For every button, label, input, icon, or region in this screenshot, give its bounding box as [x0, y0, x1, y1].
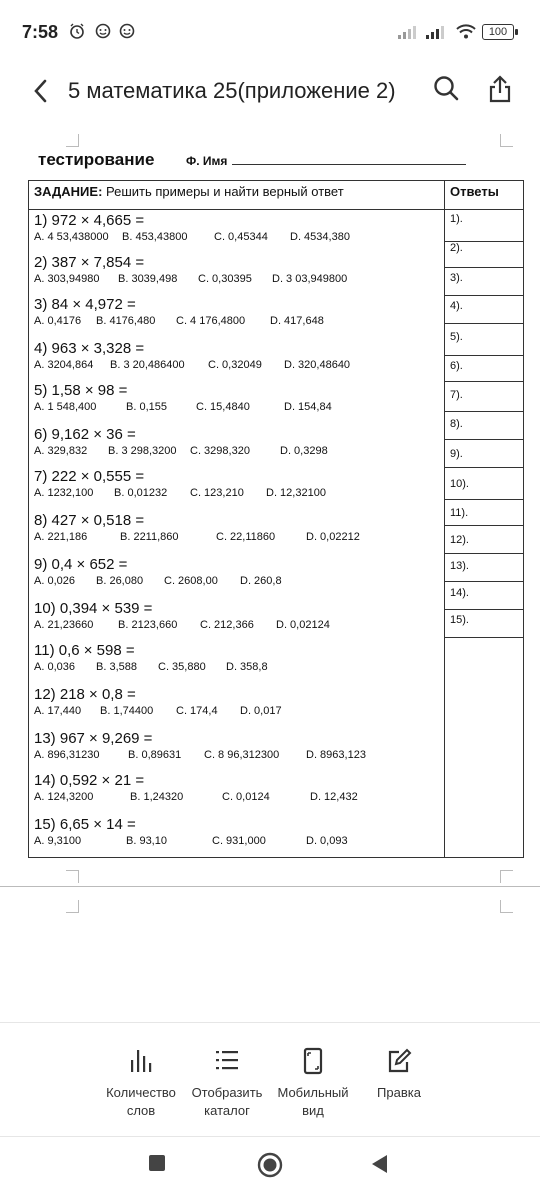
answers-header: Ответы	[450, 184, 499, 199]
answer-number: 3).	[450, 272, 463, 284]
answer-cell-line	[445, 525, 524, 526]
answer-number: 14).	[450, 587, 469, 599]
option-a: A. 21,23660	[34, 619, 94, 631]
status-bar	[0, 0, 540, 62]
wifi-icon	[456, 24, 476, 44]
page-corner-mark	[66, 870, 79, 883]
document-heading: тестирование	[38, 150, 155, 169]
table-header-line	[28, 209, 524, 210]
option-a: A. 9,3100	[34, 835, 82, 847]
answer-cell-line	[445, 637, 524, 638]
answer-number: 8).	[450, 418, 463, 430]
option-a: A. 896,31230	[34, 749, 100, 761]
question-text: 10) 0,394 × 539 =	[34, 600, 153, 617]
list-icon	[182, 1046, 272, 1078]
option-c: C. 212,366	[200, 619, 254, 631]
answer-number: 10).	[450, 478, 469, 490]
triangle-back-icon	[370, 1154, 388, 1174]
option-a: A. 1232,100	[34, 487, 94, 499]
square-icon	[148, 1154, 166, 1172]
option-c: C. 8 96,312300	[204, 749, 280, 761]
option-c: C. 35,880	[158, 661, 206, 673]
question-text: 2) 387 × 7,854 =	[34, 254, 145, 271]
option-d: D. 358,8	[226, 661, 268, 673]
name-underline	[232, 164, 466, 165]
answer-cell-line	[445, 323, 524, 324]
option-a: A. 0,4176	[34, 315, 82, 327]
answer-number: 15).	[450, 614, 469, 626]
option-a: A. 303,94980	[34, 273, 100, 285]
signal-icon	[398, 24, 420, 44]
option-d: D. 12,432	[310, 791, 358, 803]
search-button[interactable]	[432, 74, 460, 107]
answer-cell-line	[445, 411, 524, 412]
option-c: C. 4 176,4800	[176, 315, 246, 327]
answer-cell-line	[445, 355, 524, 356]
question-text: 3) 84 × 4,972 =	[34, 296, 136, 313]
option-c: C. 0,45344	[214, 231, 268, 243]
answer-number: 7).	[450, 389, 463, 401]
option-a: A. 329,832	[34, 445, 88, 457]
option-c: C. 174,4	[176, 705, 218, 717]
app-notification-icon	[94, 22, 112, 45]
alarm-icon	[68, 22, 86, 45]
edit-icon	[354, 1046, 444, 1078]
option-a: A. 0,036	[34, 661, 75, 673]
edit-button[interactable]: Правка	[354, 1046, 444, 1102]
page-corner-mark	[500, 870, 513, 883]
option-a: A. 124,3200	[34, 791, 94, 803]
option-d: D. 3 03,949800	[272, 273, 348, 285]
option-d: D. 0,3298	[280, 445, 328, 457]
battery-indicator: 100	[482, 24, 514, 40]
home-button[interactable]	[257, 1152, 283, 1183]
question-text: 11) 0,6 × 598 =	[34, 642, 135, 659]
bar-chart-icon	[96, 1046, 186, 1078]
option-b: B. 453,43800	[122, 231, 188, 243]
option-b: B. 0,01232	[114, 487, 168, 499]
option-b: B. 0,155	[126, 401, 167, 413]
page-corner-mark	[66, 134, 79, 147]
option-b: B. 3039,498	[118, 273, 178, 285]
option-d: D. 12,32100	[266, 487, 326, 499]
word-count-button[interactable]: Количество слов	[96, 1046, 186, 1120]
chevron-left-icon	[32, 78, 48, 104]
option-c: C. 22,11860	[216, 531, 276, 543]
option-b: B. 93,10	[126, 835, 167, 847]
question-text: 6) 9,162 × 36 =	[34, 426, 136, 443]
option-b: B. 1,74400	[100, 705, 154, 717]
question-text: 15) 6,65 × 14 =	[34, 816, 136, 833]
option-c: C. 3298,320	[190, 445, 250, 457]
question-text: 4) 963 × 3,328 =	[34, 340, 145, 357]
option-d: D. 154,84	[284, 401, 332, 413]
option-c: C. 2608,00	[164, 575, 218, 587]
share-icon	[486, 74, 514, 104]
option-a: A. 4 53,438000	[34, 231, 109, 243]
answer-cell-line	[445, 467, 524, 468]
show-catalog-button[interactable]: Отобразить каталог	[182, 1046, 272, 1120]
answer-cell-line	[445, 267, 524, 268]
option-a: A. 221,186	[34, 531, 88, 543]
option-b: B. 1,24320	[130, 791, 184, 803]
answer-cell-line	[445, 295, 524, 296]
option-b: B. 2123,660	[118, 619, 178, 631]
answer-number: 13).	[450, 560, 469, 572]
option-b: B. 2211,860	[120, 531, 179, 543]
recent-apps-button[interactable]	[148, 1154, 166, 1177]
question-text: 8) 427 × 0,518 =	[34, 512, 145, 529]
answer-number: 4).	[450, 300, 463, 312]
mobile-view-button[interactable]: Мобильный вид	[268, 1046, 358, 1120]
answer-cell-line	[445, 439, 524, 440]
option-c: C. 0,0124	[222, 791, 270, 803]
option-d: D. 8963,123	[306, 749, 366, 761]
answer-cell-line	[445, 499, 524, 500]
question-text: 14) 0,592 × 21 =	[34, 772, 145, 789]
option-b: B. 3,588	[96, 661, 137, 673]
option-d: D. 320,48640	[284, 359, 351, 371]
option-d: D. 417,648	[270, 315, 324, 327]
answer-number: 9).	[450, 448, 463, 460]
signal-icon-2	[426, 24, 448, 44]
page-separator	[0, 886, 540, 887]
answer-number: 2).	[450, 242, 463, 254]
option-a: A. 1 548,400	[34, 401, 97, 413]
question-text: 7) 222 × 0,555 =	[34, 468, 145, 485]
nav-separator	[0, 1136, 540, 1137]
question-text: 13) 967 × 9,269 =	[34, 730, 153, 747]
option-b: B. 26,080	[96, 575, 144, 587]
answer-number: 6).	[450, 360, 463, 372]
answer-number: 11).	[450, 507, 469, 519]
question-text: 5) 1,58 × 98 =	[34, 382, 128, 399]
option-b: B. 0,89631	[128, 749, 182, 761]
answer-cell-line	[445, 381, 524, 382]
answer-cell-line	[445, 609, 524, 610]
status-time: 7:58	[22, 22, 59, 42]
option-c: C. 0,32049	[208, 359, 262, 371]
option-d: D. 4534,380	[290, 231, 350, 243]
page-corner-mark	[66, 900, 79, 913]
option-c: C. 931,000	[212, 835, 266, 847]
home-circle-icon	[257, 1152, 283, 1178]
option-a: A. 3204,864	[34, 359, 94, 371]
page-corner-mark	[500, 900, 513, 913]
name-label: Ф. Имя	[186, 154, 228, 168]
page-title: 5 математика 25(приложение 2)	[68, 78, 396, 103]
answer-cell-line	[445, 581, 524, 582]
option-a: A. 17,440	[34, 705, 82, 717]
phone-frame-icon	[268, 1046, 358, 1078]
search-icon	[432, 74, 460, 102]
question-text: 12) 218 × 0,8 =	[34, 686, 136, 703]
page-corner-mark	[500, 134, 513, 147]
toolbar-separator	[0, 1022, 540, 1023]
app-notification-icon-2	[118, 22, 136, 45]
answer-number: 5).	[450, 331, 463, 343]
option-b: B. 3 298,3200	[108, 445, 177, 457]
option-a: A. 0,026	[34, 575, 75, 587]
task-header: ЗАДАНИЕ: Решить примеры и найти верный ответ	[34, 184, 344, 199]
option-b: B. 4176,480	[96, 315, 156, 327]
option-d: D. 0,017	[240, 705, 282, 717]
answer-number: 1).	[450, 213, 463, 225]
option-c: C. 0,30395	[198, 273, 252, 285]
answer-cell-line	[445, 553, 524, 554]
option-c: C. 123,210	[190, 487, 244, 499]
answer-number: 12).	[450, 534, 469, 546]
back-nav-button[interactable]	[370, 1154, 388, 1179]
question-text: 9) 0,4 × 652 =	[34, 556, 128, 573]
table-divider	[444, 180, 445, 858]
option-b: B. 3 20,486400	[110, 359, 185, 371]
question-text: 1) 972 × 4,665 =	[34, 212, 145, 229]
option-d: D. 0,02124	[276, 619, 330, 631]
option-c: C. 15,4840	[196, 401, 250, 413]
share-button[interactable]	[486, 74, 514, 109]
option-d: D. 0,093	[306, 835, 348, 847]
option-d: D. 260,8	[240, 575, 282, 587]
option-d: D. 0,02212	[306, 531, 360, 543]
